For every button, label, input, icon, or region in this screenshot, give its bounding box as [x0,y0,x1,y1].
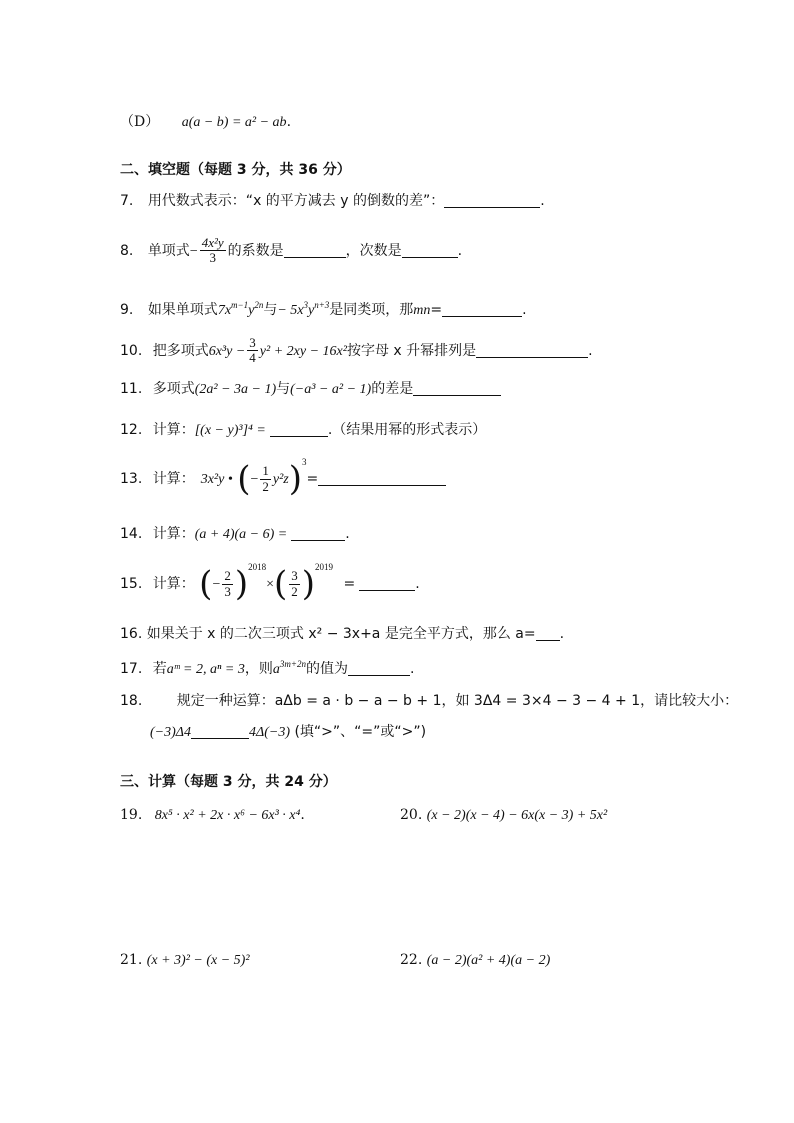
period: . [588,342,593,359]
question-13 [120,457,446,499]
period: . [409,661,415,677]
fraction [247,336,258,366]
question-text: 的差是 [371,381,414,397]
denominator: 3 [224,583,231,599]
question-number: 14. [120,526,143,542]
question-number: 20. [400,807,423,823]
exponent: 3m+2n [279,659,306,669]
term: (2a² − 3a − 1) [194,382,277,397]
question-text: 计算： [152,471,195,487]
question-number: 13. [120,471,143,487]
numerator: 2 [224,568,231,584]
term: (−a³ − a² − 1) [290,382,372,397]
equals: = [430,302,443,318]
section-heading-calculation: 三、计算（每题 3 分，共 24 分） [120,774,337,790]
question-12 [120,422,486,438]
question-8: 8. 单项式− $\frac{\text{4x²y}}{3}$ 的系数是 ，次数是 . [120,235,463,266]
expression: 8x⁵ · x² + 2x · x⁶ − 6x³ · x⁴ [154,808,301,823]
right-paren: ) [234,564,249,604]
term: 3x²y • [200,472,233,487]
question-16 [120,626,564,641]
question-19 [120,808,305,823]
question-number: 12. [120,422,143,438]
question-text: 计算： [152,526,195,542]
term: mn [413,303,431,318]
period: . [457,242,463,259]
minus: − [250,472,259,487]
question-number: 17. [120,661,143,677]
numerator: 4x²y [201,235,224,250]
question-text: .（结果用幂的形式表示） [327,422,487,438]
denominator: 3 [209,250,216,266]
option-d [120,115,291,130]
answer-blank [402,243,458,258]
exponent: 3 [303,300,308,310]
question-text: 如果关于 x 的二次三项式 x² − 3x+a 是完全平方式，那么 a= [146,626,536,642]
question-number: 21. [120,952,143,968]
term: y²z [272,472,289,487]
numerator: 1 [262,463,269,479]
right-paren: ) [288,459,302,499]
exponent: m−1 [231,300,249,310]
question-text: 单项式 [147,242,190,259]
question-number: 11. [120,381,143,397]
term: [(x − y)³]⁴ = [194,423,266,438]
question-text: 的值为 [305,661,348,677]
question-22 [400,953,550,968]
question-18 [120,694,738,708]
term: (−3)Δ4 [150,725,191,740]
equals: = [306,471,319,487]
term: y [308,303,315,318]
question-number: 10. [120,342,143,359]
denominator: 4 [249,350,256,366]
question-20 [400,808,607,823]
expression: (x − 2)(x − 4) − 6x(x − 3) + 5x² [426,808,608,823]
question-text: ，次数是 [345,242,402,259]
question-text: 与 [263,302,278,318]
question-text: 如果单项式 [147,302,218,318]
fraction [222,569,233,599]
answer-blank [284,243,346,258]
term: 7x [217,303,232,318]
answer-blank [359,576,415,591]
question-text: 用代数式表示：“x 的平方减去 y 的倒数的差”： [147,193,445,209]
section-heading-fill-in: 二、填空题（每题 3 分，共 36 分） [120,162,351,178]
question-18-compare [150,724,426,740]
answer-blank [476,343,588,358]
question-text: 按字母 x 升幂排列是 [346,342,477,359]
denominator: 2 [291,583,298,599]
numerator: 3 [291,568,298,584]
question-text: 的系数是 [227,242,284,259]
expression: (a − 2)(a² + 4)(a − 2) [426,953,551,968]
question-number: 18. [120,693,143,709]
question-number: 7. [120,193,134,209]
question-7 [120,193,545,208]
fraction [260,464,271,494]
exponent: 2019 [315,562,334,572]
question-15 [120,562,420,604]
answer-blank [191,724,249,739]
expression: (x + 3)² − (x − 5)² [146,953,250,968]
left-paren: ( [199,564,213,604]
question-21 [120,953,250,968]
period: . [415,576,420,592]
fraction [200,236,226,266]
answer-blank [270,422,328,437]
question-text: 计算： [152,422,195,438]
question-number: 16. [120,626,143,642]
question-text: (填“>”、“=”或“>”) [294,724,427,740]
question-text: 与 [276,381,291,397]
period: . [522,302,527,318]
answer-blank [348,661,410,676]
question-text: 多项式 [152,381,195,397]
period: . [345,526,350,542]
period: . [559,626,565,642]
term: y [248,303,255,318]
fraction [289,569,300,599]
question-text: 若 [152,661,167,677]
exponent: 2018 [248,562,267,572]
question-number: 19. [120,807,143,823]
question-text: 把多项式 [152,342,209,359]
exponent: 3 [302,457,307,467]
question-number: 15. [120,576,143,592]
term: a [272,662,280,677]
term: 6x³y − [208,343,246,359]
option-label: （D） [120,114,160,130]
question-number: 8. [120,242,134,259]
answer-blank [536,626,560,641]
option-expression: a(a − b) = a² − ab [181,115,287,130]
term: y² + 2xy − 16x² [259,343,347,359]
question-text: 规定一种运算：aΔb = a · b − a − b + 1，如 3Δ4 = 3×4 − 3 − 4 + 1，请比较大小： [176,693,739,709]
left-paren: ( [274,564,288,604]
question-number: 9. [120,302,134,318]
term: (a + 4)(a − 6) = [194,527,288,542]
question-text: 是同类项，那 [329,302,414,318]
question-number: 22. [400,952,423,968]
denominator: 2 [262,478,269,494]
answer-blank [444,193,540,208]
period: . [540,193,545,209]
question-17 [120,661,414,677]
question-11 [120,381,501,397]
equals: = [343,576,356,592]
exponent: n+3 [314,300,330,310]
condition: aᵐ = 2, aⁿ = 3 [166,662,245,677]
question-9 [120,302,527,318]
term: − 5x [277,303,304,318]
question-10 [120,336,593,366]
question-text: ，则 [244,661,273,677]
right-paren: ) [301,564,316,604]
answer-blank [413,381,501,396]
answer-blank [318,471,446,486]
exponent: 2n [254,300,264,310]
minus: − [212,577,221,592]
question-14 [120,526,350,542]
times: × [266,577,275,592]
numerator: 3 [249,335,256,350]
answer-blank [442,302,522,317]
question-text: 计算： [152,576,195,592]
period: . [300,807,305,823]
answer-blank [291,526,345,541]
term: 4Δ(−3) [249,725,290,740]
period: . [286,114,292,130]
left-paren: ( [237,459,251,499]
